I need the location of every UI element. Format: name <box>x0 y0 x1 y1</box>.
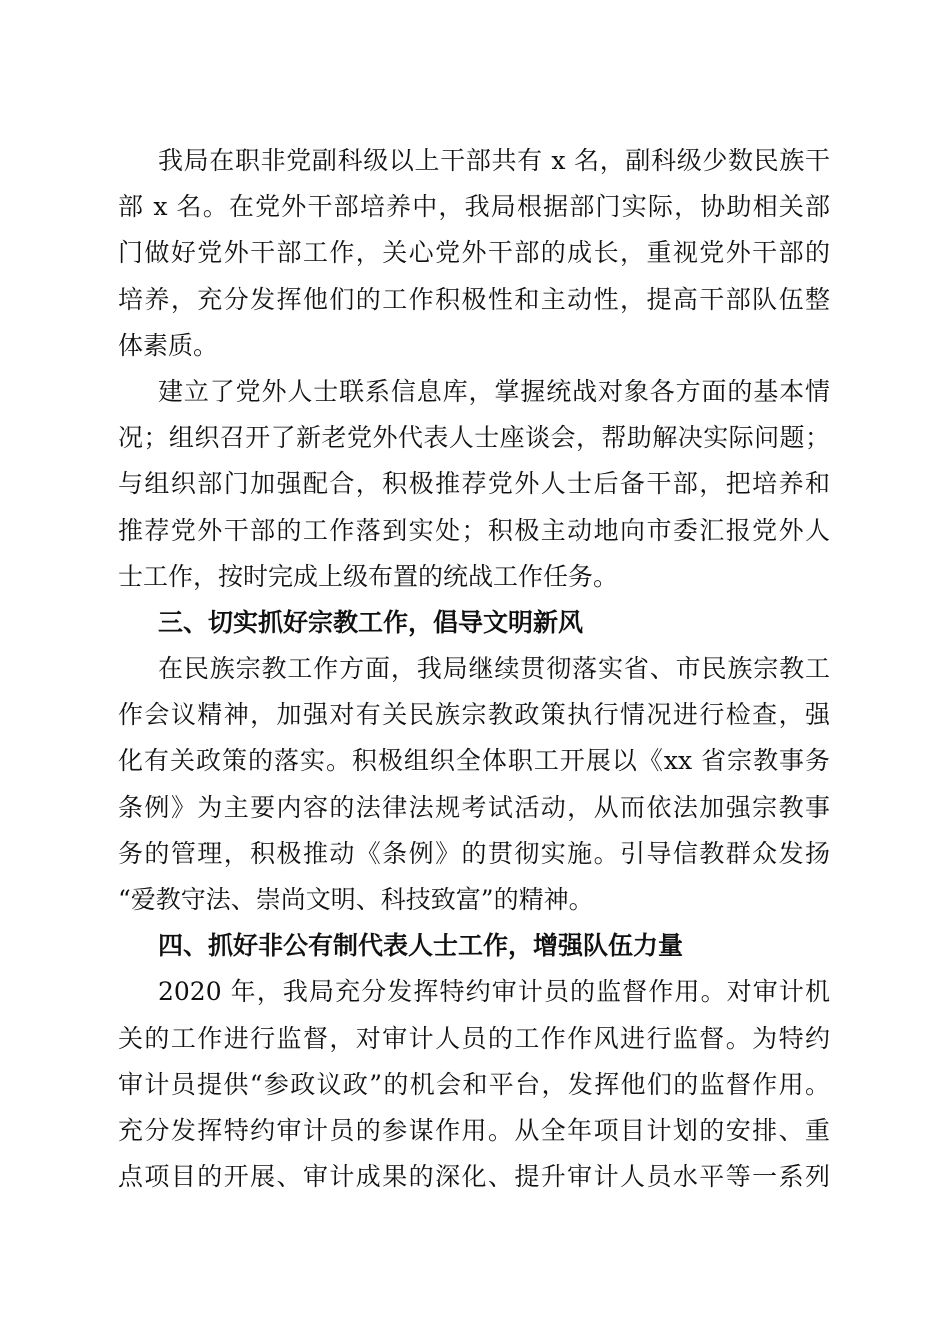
paragraph-cadres <box>118 138 830 369</box>
text-line: 化有关政策的落实。积极组织全体职工开展以《xx 省宗教事务 <box>118 746 830 776</box>
text-line: 在民族宗教工作方面，我局继续贯彻落实省、市民族宗教工 <box>158 654 830 684</box>
paragraph-religion <box>118 646 830 923</box>
text-line: 况；组织召开了新老党外代表人士座谈会，帮助解决实际问题； <box>118 423 830 453</box>
document-body <box>118 138 830 1200</box>
text-line: 与组织部门加强配合，积极推荐党外人士后备干部，把培养和 <box>118 469 830 499</box>
text-line: 我局在职非党副科级以上干部共有 x 名，副科级少数民族干 <box>158 146 830 175</box>
text-line: 部 x 名。在党外干部培养中，我局根据部门实际，协助相关部 <box>118 192 830 222</box>
text-line: 培养，充分发挥他们的工作积极性和主动性，提高干部队伍整 <box>118 284 830 314</box>
text-line: 务的管理，积极推动《条例》的贯彻实施。引导信教群众发扬 <box>118 838 830 868</box>
text-line: 点项目的开展、审计成果的深化、提升审计人员水平等一系列 <box>118 1162 830 1192</box>
text-line: 充分发挥特约审计员的参谋作用。从全年项目计划的安排、重 <box>118 1115 830 1145</box>
text-line: 士工作，按时完成上级布置的统战工作任务。 <box>118 561 619 591</box>
text-line: 推荐党外干部的工作落到实处；积极主动地向市委汇报党外人 <box>118 515 830 545</box>
text-line: 审计员提供“参政议政”的机会和平台，发挥他们的监督作用。 <box>118 1069 830 1099</box>
text-line: 作会议精神，加强对有关民族宗教政策执行情况进行检查，强 <box>118 700 830 730</box>
text-line: “爱教守法、崇尚文明、科技致富”的精神。 <box>118 885 594 914</box>
text-line: 门做好党外干部工作，关心党外干部的成长，重视党外干部的 <box>118 238 830 268</box>
text-line: 体素质。 <box>118 330 219 360</box>
text-line: 关的工作进行监督，对审计人员的工作作风进行监督。为特约 <box>118 1023 830 1053</box>
text-line: 条例》为主要内容的法律法规考试活动，从而依法加强宗教事 <box>118 792 830 822</box>
paragraph-auditors <box>118 969 830 1200</box>
section-heading-nonpublic: 四、抓好非公有制代表人士工作，增强队伍力量 <box>158 931 684 961</box>
section-heading-religion: 三、切实抓好宗教工作，倡导文明新风 <box>158 607 584 637</box>
text-line: 建立了党外人士联系信息库，掌握统战对象各方面的基本情 <box>158 376 830 406</box>
paragraph-database <box>118 369 830 600</box>
text-line: 2020 年，我局充分发挥特约审计员的监督作用。对审计机 <box>158 977 830 1007</box>
